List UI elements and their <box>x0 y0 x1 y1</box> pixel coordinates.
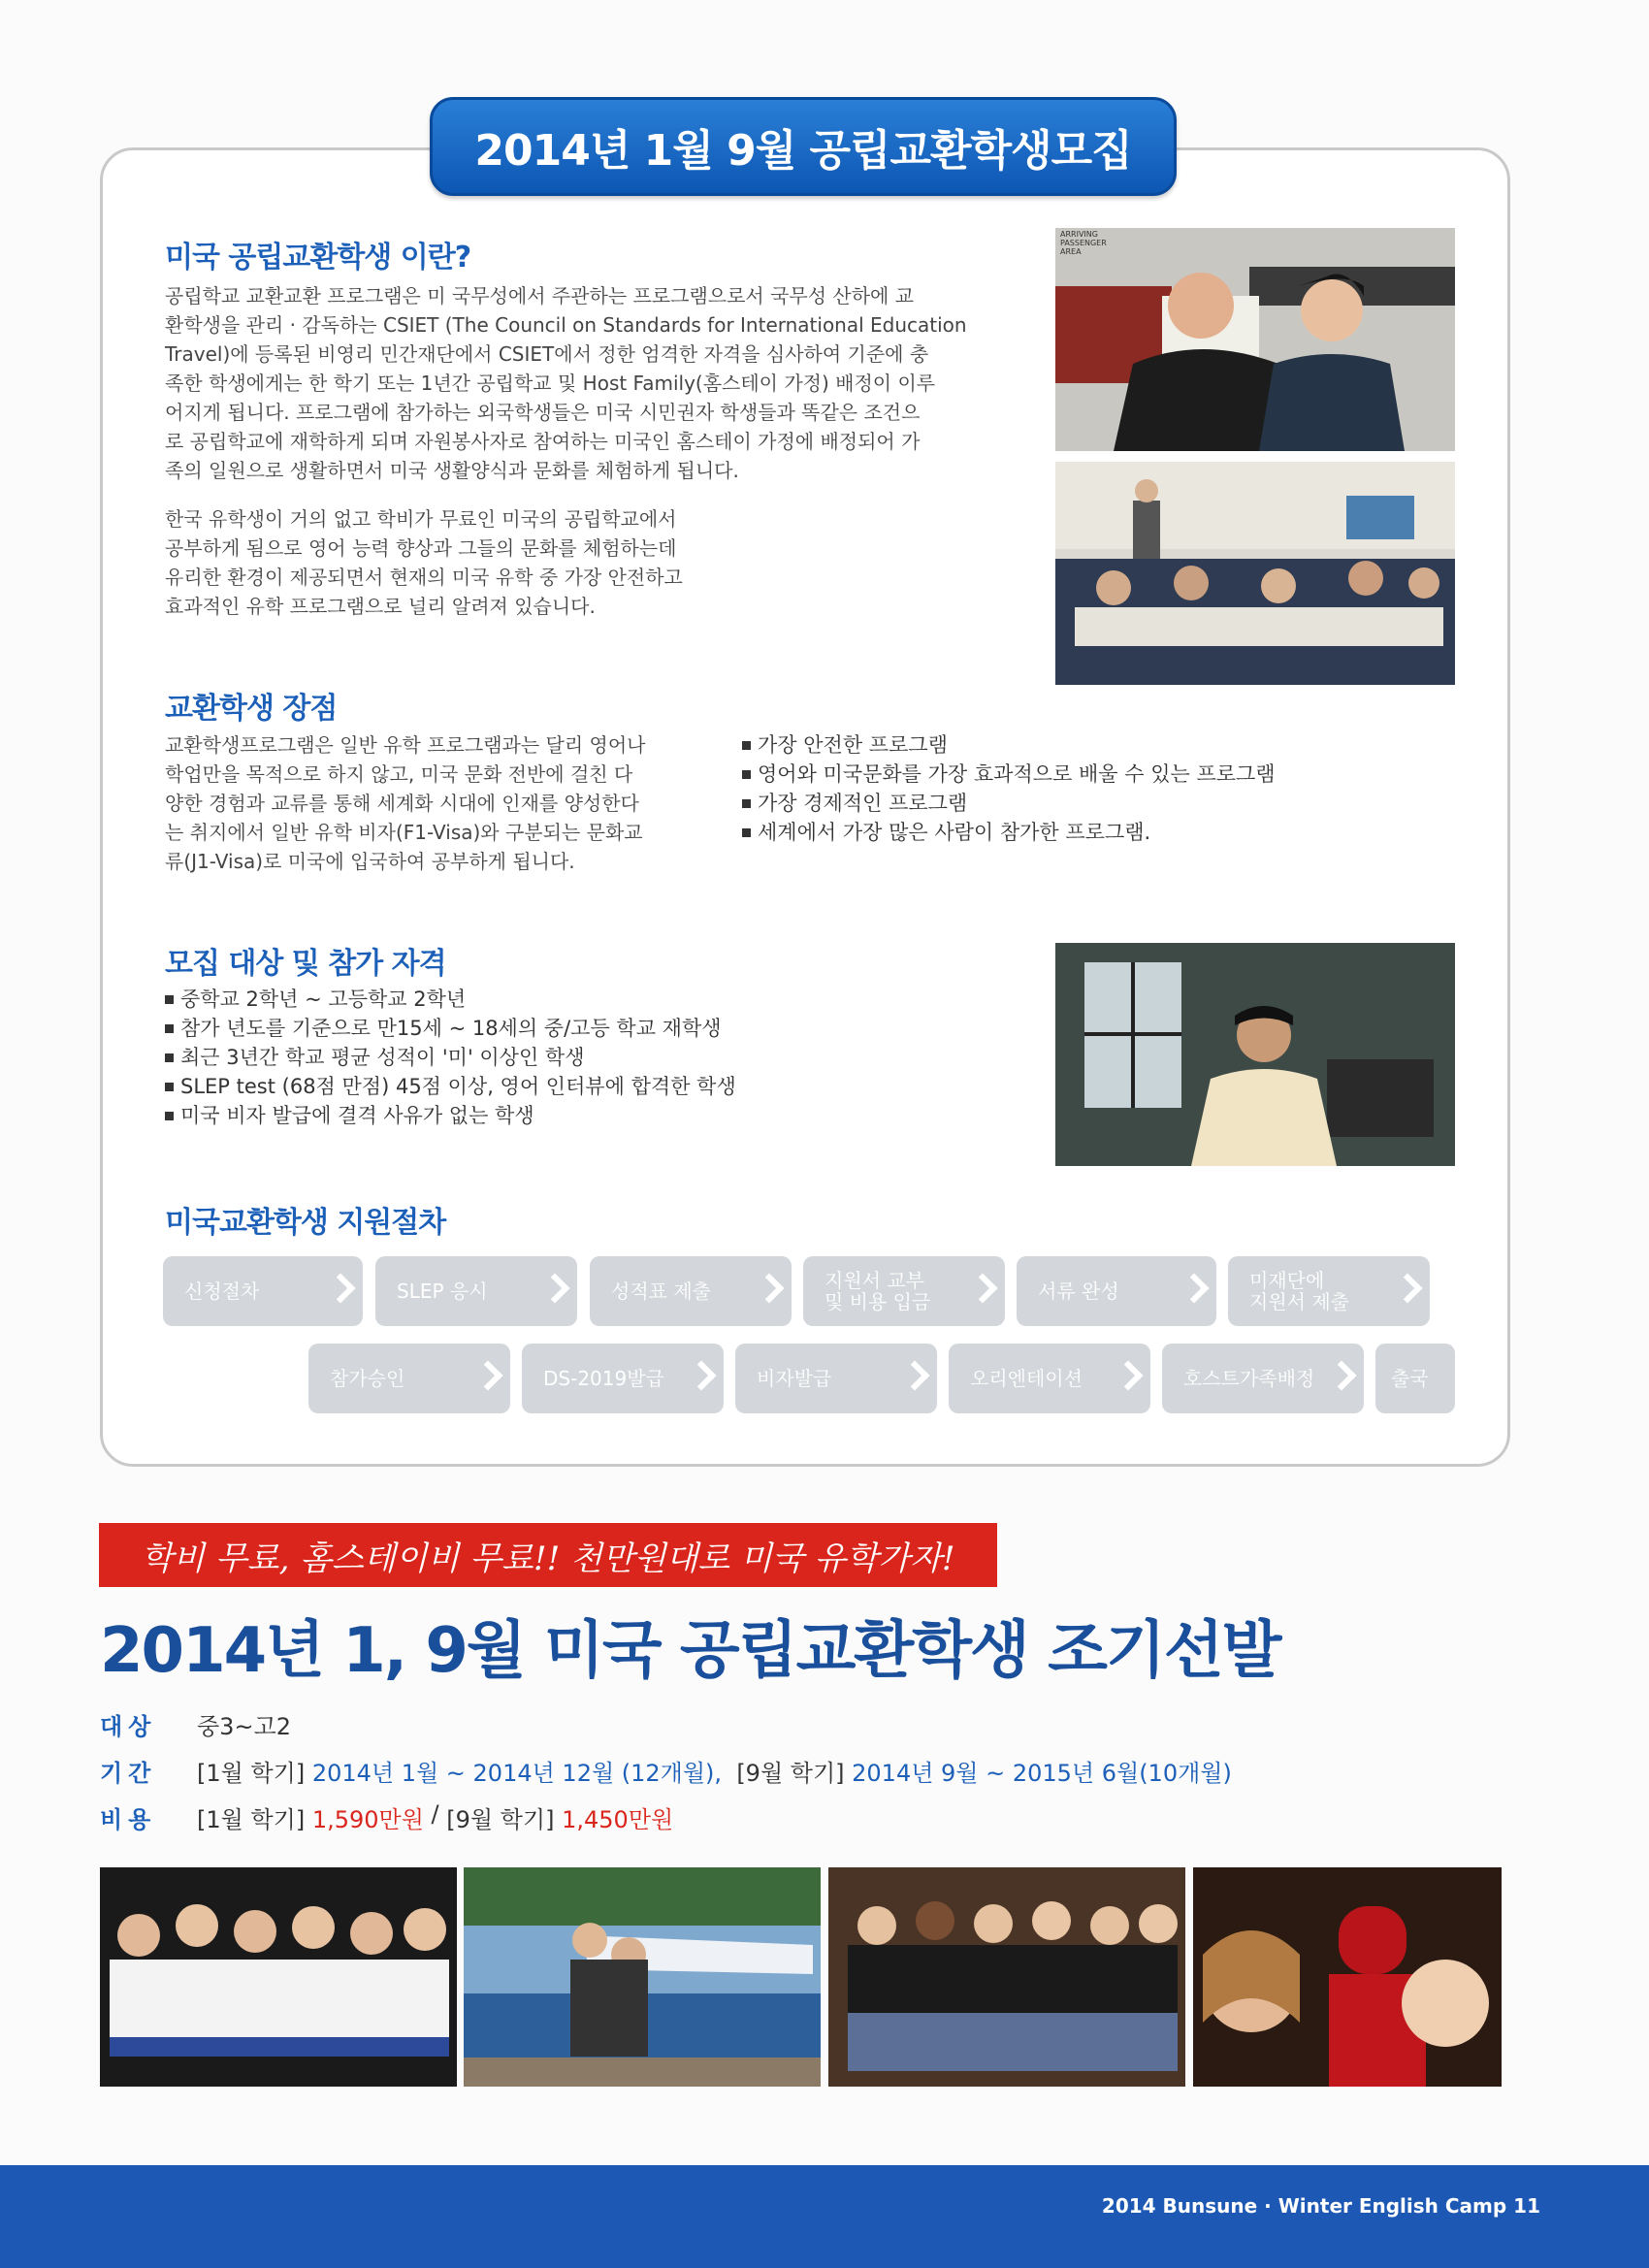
eligibility-list <box>165 985 736 1130</box>
airport-photo <box>1055 228 1455 451</box>
chevron-right-icon <box>539 1273 569 1303</box>
airport-sign <box>1060 230 1107 256</box>
text-line: 족의 일원으로 생활하면서 미국 생활양식과 문화를 체험하게 됩니다. <box>165 459 739 482</box>
term-tag: [9월 학기] <box>736 1760 845 1787</box>
step-label: 출국 <box>1391 1367 1429 1390</box>
chevron-right-icon <box>899 1360 929 1390</box>
step-label: 서류 완성 <box>1038 1280 1119 1303</box>
step-apply <box>163 1256 363 1326</box>
cost-value: 1,590만원 <box>311 1806 424 1833</box>
sign-line: PASSENGER <box>1060 239 1107 247</box>
step-label: 오리엔테이션 <box>970 1367 1083 1390</box>
step-visa <box>735 1344 937 1413</box>
students-uniform-photo <box>828 1867 1185 2087</box>
footer-text: 2014 Bunsune · Winter English Camp 11 <box>1101 2194 1540 2218</box>
text-line: 공부하게 됨으로 영어 능력 향상과 그들의 문화를 체험하는데 <box>165 536 677 560</box>
chevron-right-icon <box>1113 1360 1143 1390</box>
section-title-advantages: 교환학생 장점 <box>165 692 338 726</box>
text-line: 공립학교 교환교환 프로그램은 미 국무성에서 주관하는 프로그램으로서 국무성 산하에 교 <box>165 284 915 308</box>
classroom-photo <box>1055 462 1455 685</box>
football-fans-photo <box>1193 1867 1502 2087</box>
info-label: 대상 <box>100 1713 157 1740</box>
promo-banner-text: 학비 무료, 홈스테이비 무료!! 천만원대로 미국 유학가자! <box>141 1539 955 1578</box>
chevron-right-icon <box>472 1360 502 1390</box>
intro-paragraph-2 <box>165 504 766 621</box>
chevron-right-icon <box>686 1360 716 1390</box>
text-line: 효과적인 유학 프로그램으로 널리 알려져 있습니다. <box>165 595 596 618</box>
info-target <box>100 1707 291 1741</box>
list-item: 영어와 미국문화를 가장 효과적으로 배울 수 있는 프로그램 <box>742 760 1276 789</box>
advantages-list <box>742 730 1276 847</box>
text-line: 한국 유학생이 거의 없고 학비가 무료인 미국의 공립학교에서 <box>165 507 677 531</box>
info-value: 중3~고2 <box>197 1713 292 1740</box>
text-line: 교환학생프로그램은 일반 유학 프로그램과는 달리 영어나 <box>165 733 646 757</box>
info-label: 기간 <box>100 1760 157 1787</box>
promo-banner <box>99 1523 997 1587</box>
sign-line: AREA <box>1060 247 1082 256</box>
text-line: 양한 경험과 교류를 통해 세계화 시대에 인재를 양성한다 <box>165 792 639 815</box>
step-transcript <box>590 1256 792 1326</box>
term-tag: [1월 학기] <box>197 1806 306 1833</box>
list-item: 미국 비자 발급에 결격 사유가 없는 학생 <box>165 1101 736 1130</box>
step-departure <box>1375 1344 1455 1413</box>
text-line: 학업만을 목적으로 하지 않고, 미국 문화 전반에 걸친 다 <box>165 762 633 786</box>
step-label: 지원서 교부 및 비용 입금 <box>824 1269 931 1313</box>
list-item: SLEP test (68점 만점) 45점 이상, 영어 인터뷰에 합격한 학생 <box>165 1072 736 1101</box>
step-approval <box>308 1344 510 1413</box>
page-footer <box>0 2165 1649 2268</box>
step-documents <box>1017 1256 1216 1326</box>
sign-line: ARRIVING <box>1060 230 1098 239</box>
step-host-family <box>1162 1344 1364 1413</box>
chevron-right-icon <box>754 1273 784 1303</box>
text-line: 는 취지에서 일반 유학 비자(F1-Visa)와 구분되는 문화교 <box>165 821 643 844</box>
step-submit-foundation <box>1228 1256 1430 1326</box>
info-cost <box>100 1800 673 1834</box>
list-item: 중학교 2학년 ~ 고등학교 2학년 <box>165 985 736 1014</box>
cost-value: 1,450만원 <box>562 1806 674 1833</box>
step-label: SLEP 응시 <box>397 1280 488 1303</box>
advantages-paragraph <box>165 730 718 876</box>
chevron-right-icon <box>1392 1273 1422 1303</box>
step-label: 참가승인 <box>330 1367 405 1390</box>
cheerleaders-photo <box>100 1867 457 2087</box>
step-label: 신청절차 <box>184 1280 260 1303</box>
intro-paragraph-1 <box>165 281 1038 485</box>
list-item: 가장 안전한 프로그램 <box>742 730 1276 760</box>
chevron-right-icon <box>1179 1273 1209 1303</box>
list-item: 세계에서 가장 많은 사람이 참가한 프로그램. <box>742 818 1276 847</box>
step-slep <box>375 1256 577 1326</box>
chevron-right-icon <box>325 1273 355 1303</box>
term-period: 2014년 9월 ~ 2015년 6월(10개월) <box>852 1760 1232 1787</box>
text-line: 류(J1-Visa)로 미국에 입국하여 공부하게 됩니다. <box>165 850 575 873</box>
step-label: 성적표 제출 <box>611 1280 711 1303</box>
text-line: 유리한 환경이 제공되면서 현재의 미국 유학 중 가장 안전하고 <box>165 566 683 589</box>
separator: / <box>431 1800 439 1828</box>
chevron-right-icon <box>967 1273 997 1303</box>
list-item: 참가 년도를 기준으로 만15세 ~ 18세의 중/고등 학교 재학생 <box>165 1014 736 1043</box>
term-period: 2014년 1월 ~ 2014년 12월 (12개월), <box>311 1760 723 1787</box>
list-item: 최근 3년간 학교 평균 성적이 '미' 이상인 학생 <box>165 1043 736 1072</box>
page-title: 2014년 1월 9월 공립교환학생모집 <box>474 126 1132 176</box>
page-header <box>430 97 1177 196</box>
step-application-payment <box>803 1256 1005 1326</box>
step-label: 호스트가족배정 <box>1183 1367 1315 1390</box>
text-line: 어지게 됩니다. 프로그램에 참가하는 외국학생들은 미국 시민권자 학생들과 똑같은 조건으 <box>165 401 921 424</box>
info-period <box>100 1754 1232 1788</box>
seaplane-photo <box>464 1867 821 2087</box>
promo-title: 2014년 1, 9월 미국 공립교환학생 조기선발 <box>100 1615 1280 1687</box>
text-line: 족한 학생에게는 한 학기 또는 1년간 공립학교 및 Host Family(홈스테이 가정) 배정이 이루 <box>165 372 936 395</box>
step-orientation <box>949 1344 1150 1413</box>
step-label: 비자발급 <box>757 1367 832 1390</box>
list-item: 가장 경제적인 프로그램 <box>742 789 1276 818</box>
step-label: 미재단에 지원서 제출 <box>1249 1269 1349 1313</box>
term-tag: [1월 학기] <box>197 1760 306 1787</box>
text-line: Travel)에 등록된 비영리 민간재단에서 CSIET에서 정한 엄격한 자격을 심사하여 기준에 충 <box>165 342 929 366</box>
term-tag: [9월 학기] <box>446 1806 555 1833</box>
section-title-eligibility: 모집 대상 및 참가 자격 <box>165 947 446 981</box>
info-label: 비용 <box>100 1806 157 1833</box>
step-ds2019 <box>522 1344 724 1413</box>
text-line: 로 공립학교에 재학하게 되며 자원봉사자로 참여하는 미국인 홈스테이 가정에 배정되어 가 <box>165 430 921 453</box>
section-title-intro: 미국 공립교환학생 이란? <box>165 241 471 275</box>
chevron-right-icon <box>1326 1360 1356 1390</box>
student-room-photo <box>1055 943 1455 1166</box>
step-label: DS-2019발급 <box>543 1367 664 1390</box>
section-title-procedure: 미국교환학생 지원절차 <box>165 1206 446 1240</box>
text-line: 환학생을 관리 · 감독하는 CSIET (The Council on Standards for International Education <box>165 313 967 337</box>
